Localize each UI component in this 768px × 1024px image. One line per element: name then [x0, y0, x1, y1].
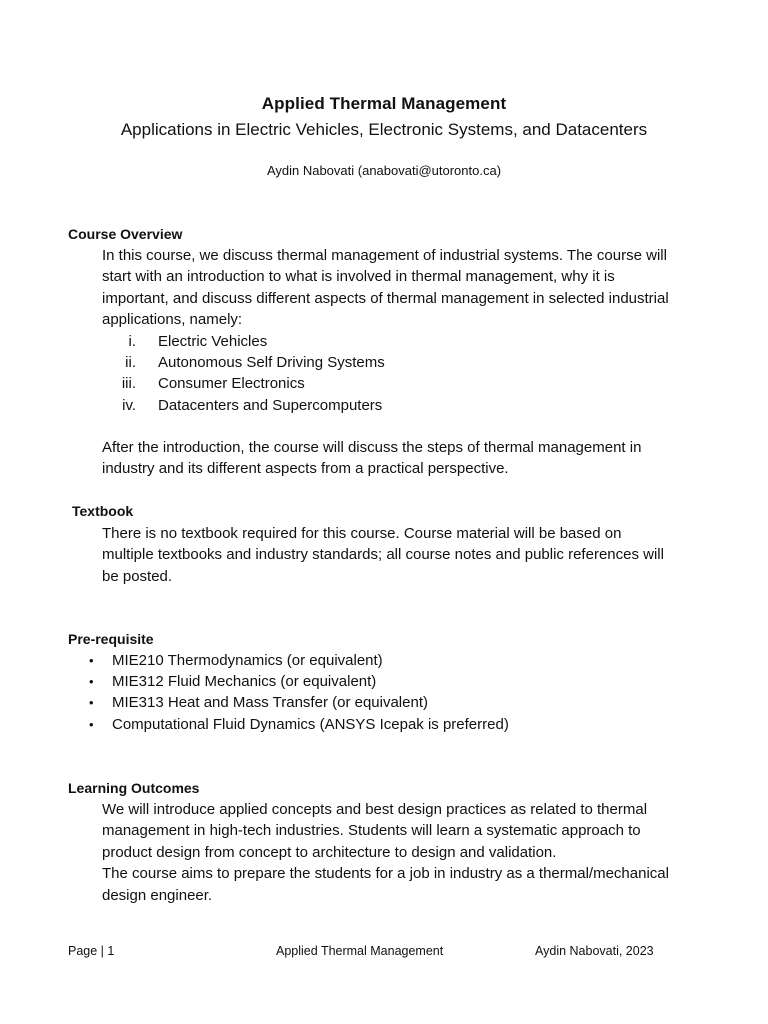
outcomes-line: We will introduce applied concepts and best design practices as related to thermal: [102, 801, 648, 818]
overview-line: applications, namely:: [102, 311, 243, 329]
list-item-text: Computational Fluid Dynamics (ANSYS Icepak is preferred): [112, 715, 509, 733]
course-overview-heading: Course Overview: [68, 226, 183, 242]
list-item-text: Consumer Electronics: [158, 375, 305, 393]
list-item: [84, 714, 704, 735]
outcomes-line: management in high-tech industries. Students will learn a systematic approach to: [102, 822, 641, 840]
outcomes-line: design engineer.: [102, 886, 213, 904]
outcomes-line: product design from concept to architecture to design and validation.: [102, 843, 557, 861]
outcomes-line: The course aims to prepare the students for a job in industry as a thermal/mechanical: [102, 865, 669, 883]
list-item-number: iv.: [122, 396, 136, 414]
overview-line: After the introduction, the course will discuss the steps of thermal management in: [102, 439, 642, 456]
author-line: Aydin Nabovati (anabovati@utoronto.ca): [266, 163, 502, 178]
textbook-paragraph: [102, 523, 712, 587]
list-item: [84, 650, 704, 671]
list-item: [84, 671, 704, 692]
bullet-icon: •: [89, 716, 94, 732]
bullet-icon: •: [89, 653, 94, 668]
document-title: Applied Thermal Management: [261, 94, 507, 113]
overview-line: industry and its different aspects from a practical perspective.: [102, 460, 509, 478]
list-item: [84, 692, 704, 713]
list-item-number: ii.: [125, 354, 136, 372]
overview-after-paragraph: [102, 437, 712, 480]
list-item-number: i.: [128, 332, 136, 350]
overview-line: In this course, we discuss thermal management of industrial systems. The course will: [102, 247, 667, 264]
bullet-icon: •: [89, 695, 94, 711]
list-item: [102, 331, 712, 352]
textbook-line: multiple textbooks and industry standards; all course notes and public references will: [102, 546, 664, 564]
list-item-text: Autonomous Self Driving Systems: [158, 354, 385, 372]
bullet-icon: •: [89, 674, 94, 690]
document-subtitle: Applications in Electric Vehicles, Electronic Systems, and Datacenters: [120, 120, 648, 139]
textbook-line: There is no textbook required for this course. Course material will be based on: [102, 525, 622, 542]
applications-list: [102, 331, 712, 417]
footer-author: Aydin Nabovati, 2023: [535, 944, 654, 958]
list-item-text: MIE312 Fluid Mechanics (or equivalent): [112, 673, 377, 691]
textbook-line: be posted.: [102, 567, 173, 585]
learning-outcomes-paragraph: [102, 799, 712, 906]
footer-title: Applied Thermal Management: [276, 944, 444, 958]
prerequisite-heading: Pre-requisite: [68, 631, 154, 647]
course-overview-section: [102, 245, 712, 416]
list-item: [102, 373, 712, 394]
list-item: [102, 395, 712, 416]
overview-line: important, and discuss different aspects of thermal management in selected industrial: [102, 289, 669, 307]
list-item-text: MIE210 Thermodynamics (or equivalent): [112, 652, 383, 669]
overview-line: start with an introduction to what is involved in thermal management, why it is: [102, 268, 615, 286]
prerequisite-list: [84, 650, 704, 735]
list-item-number: iii.: [121, 375, 136, 393]
list-item-text: Datacenters and Supercomputers: [158, 396, 383, 414]
list-item: [102, 352, 712, 373]
learning-outcomes-heading: Learning Outcomes: [68, 780, 200, 796]
list-item-text: Electric Vehicles: [158, 332, 268, 350]
textbook-heading: Textbook: [72, 503, 134, 519]
list-item-text: MIE313 Heat and Mass Transfer (or equivalent): [112, 694, 428, 712]
footer-page-number: Page | 1: [68, 944, 115, 958]
